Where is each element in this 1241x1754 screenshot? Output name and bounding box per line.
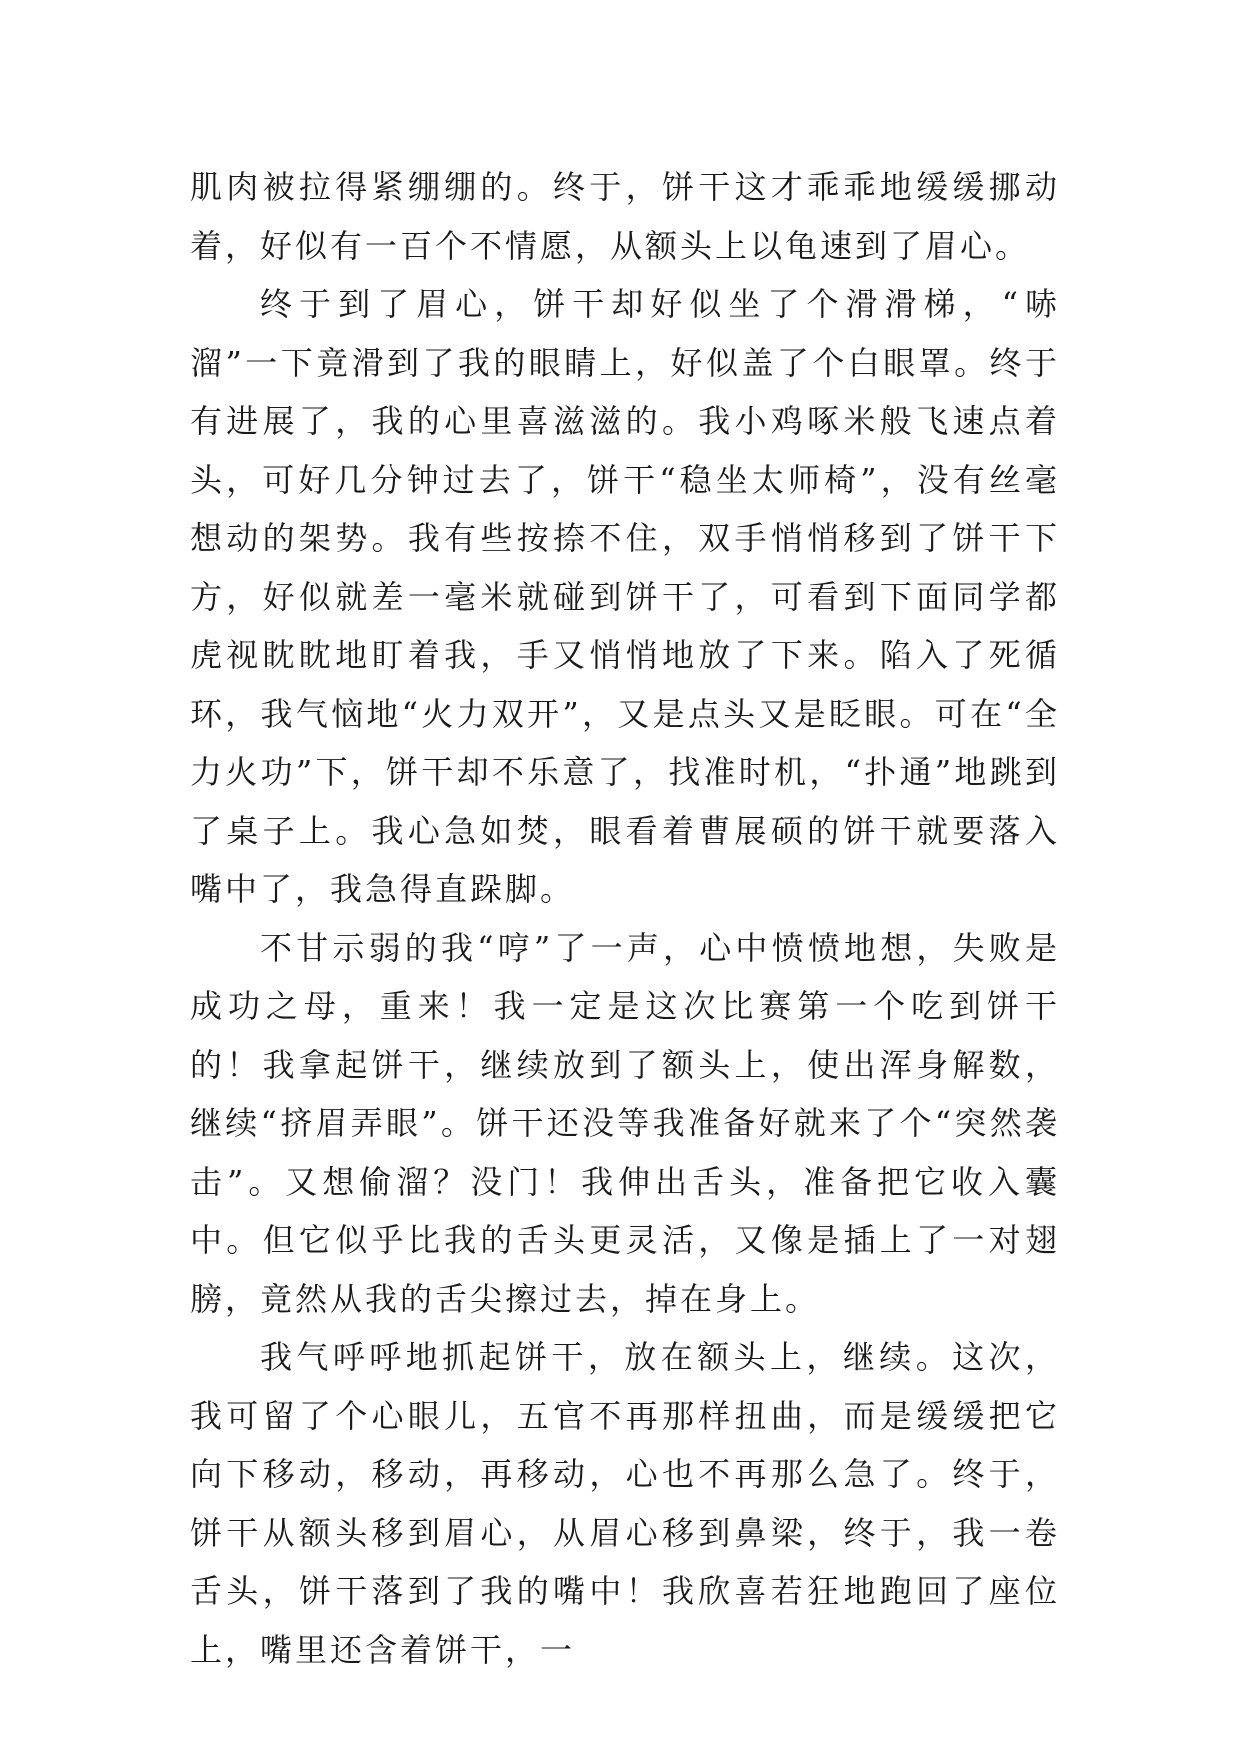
- paragraph-1: 肌肉被拉得紧绷绷的。终于，饼干这才乖乖地缓缓挪动着，好似有一百个不情愿，从额头上以龟速到了眉心。: [190, 168, 1060, 265]
- paragraph-4: 我气呼呼地抓起饼干，放在额头上，继续。这次，我可留了个心眼儿，五官不再那样扭曲，而是缓缓把它向下移动，移动，再移动，心也不再那么急了。终于，饼干从额头移到眉心，从眉心移到鼻梁，终于，我一卷舌头，饼干落到了我的嘴中！我欣喜若狂地跑回了座位上，嘴里还含着饼干，一: [190, 1338, 1060, 1669]
- paragraph-3: 不甘示弱的我“哼”了一声，心中愤愤地想，失败是成功之母，重来！我一定是这次比赛第一个吃到饼干的！我拿起饼干，继续放到了额头上，使出浑身解数，继续“挤眉弄眼”。饼干还没等我准备好就来了个“突然袭击”。又想偷溜？没门！我伸出舌头，准备把它收入囊中。但它似乎比我的舌头更灵活，又像是插上了一对翅膀，竟然从我的舌尖擦过去，掉在身上。: [190, 928, 1060, 1318]
- document-body: [190, 158, 1060, 1679]
- paragraph-2: 终于到了眉心，饼干却好似坐了个滑滑梯，“哧溜”一下竟滑到了我的眼睛上，好似盖了个白眼罩。终于有进展了，我的心里喜滋滋的。我小鸡啄米般飞速点着头，可好几分钟过去了，饼干“稳坐太师椅”，没有丝毫想动的架势。我有些按捺不住，双手悄悄移到了饼干下方，好似就差一毫米就碰到饼干了，可看到下面同学都虎视眈眈地盯着我，手又悄悄地放了下来。陷入了死循环，我气恼地“火力双开”，又是点头又是眨眼。可在“全力火功”下，饼干却不乐意了，找准时机，“扑通”地跳到了桌子上。我心急如焚，眼看着曹展硕的饼干就要落入嘴中了，我急得直跺脚。: [190, 285, 1060, 908]
